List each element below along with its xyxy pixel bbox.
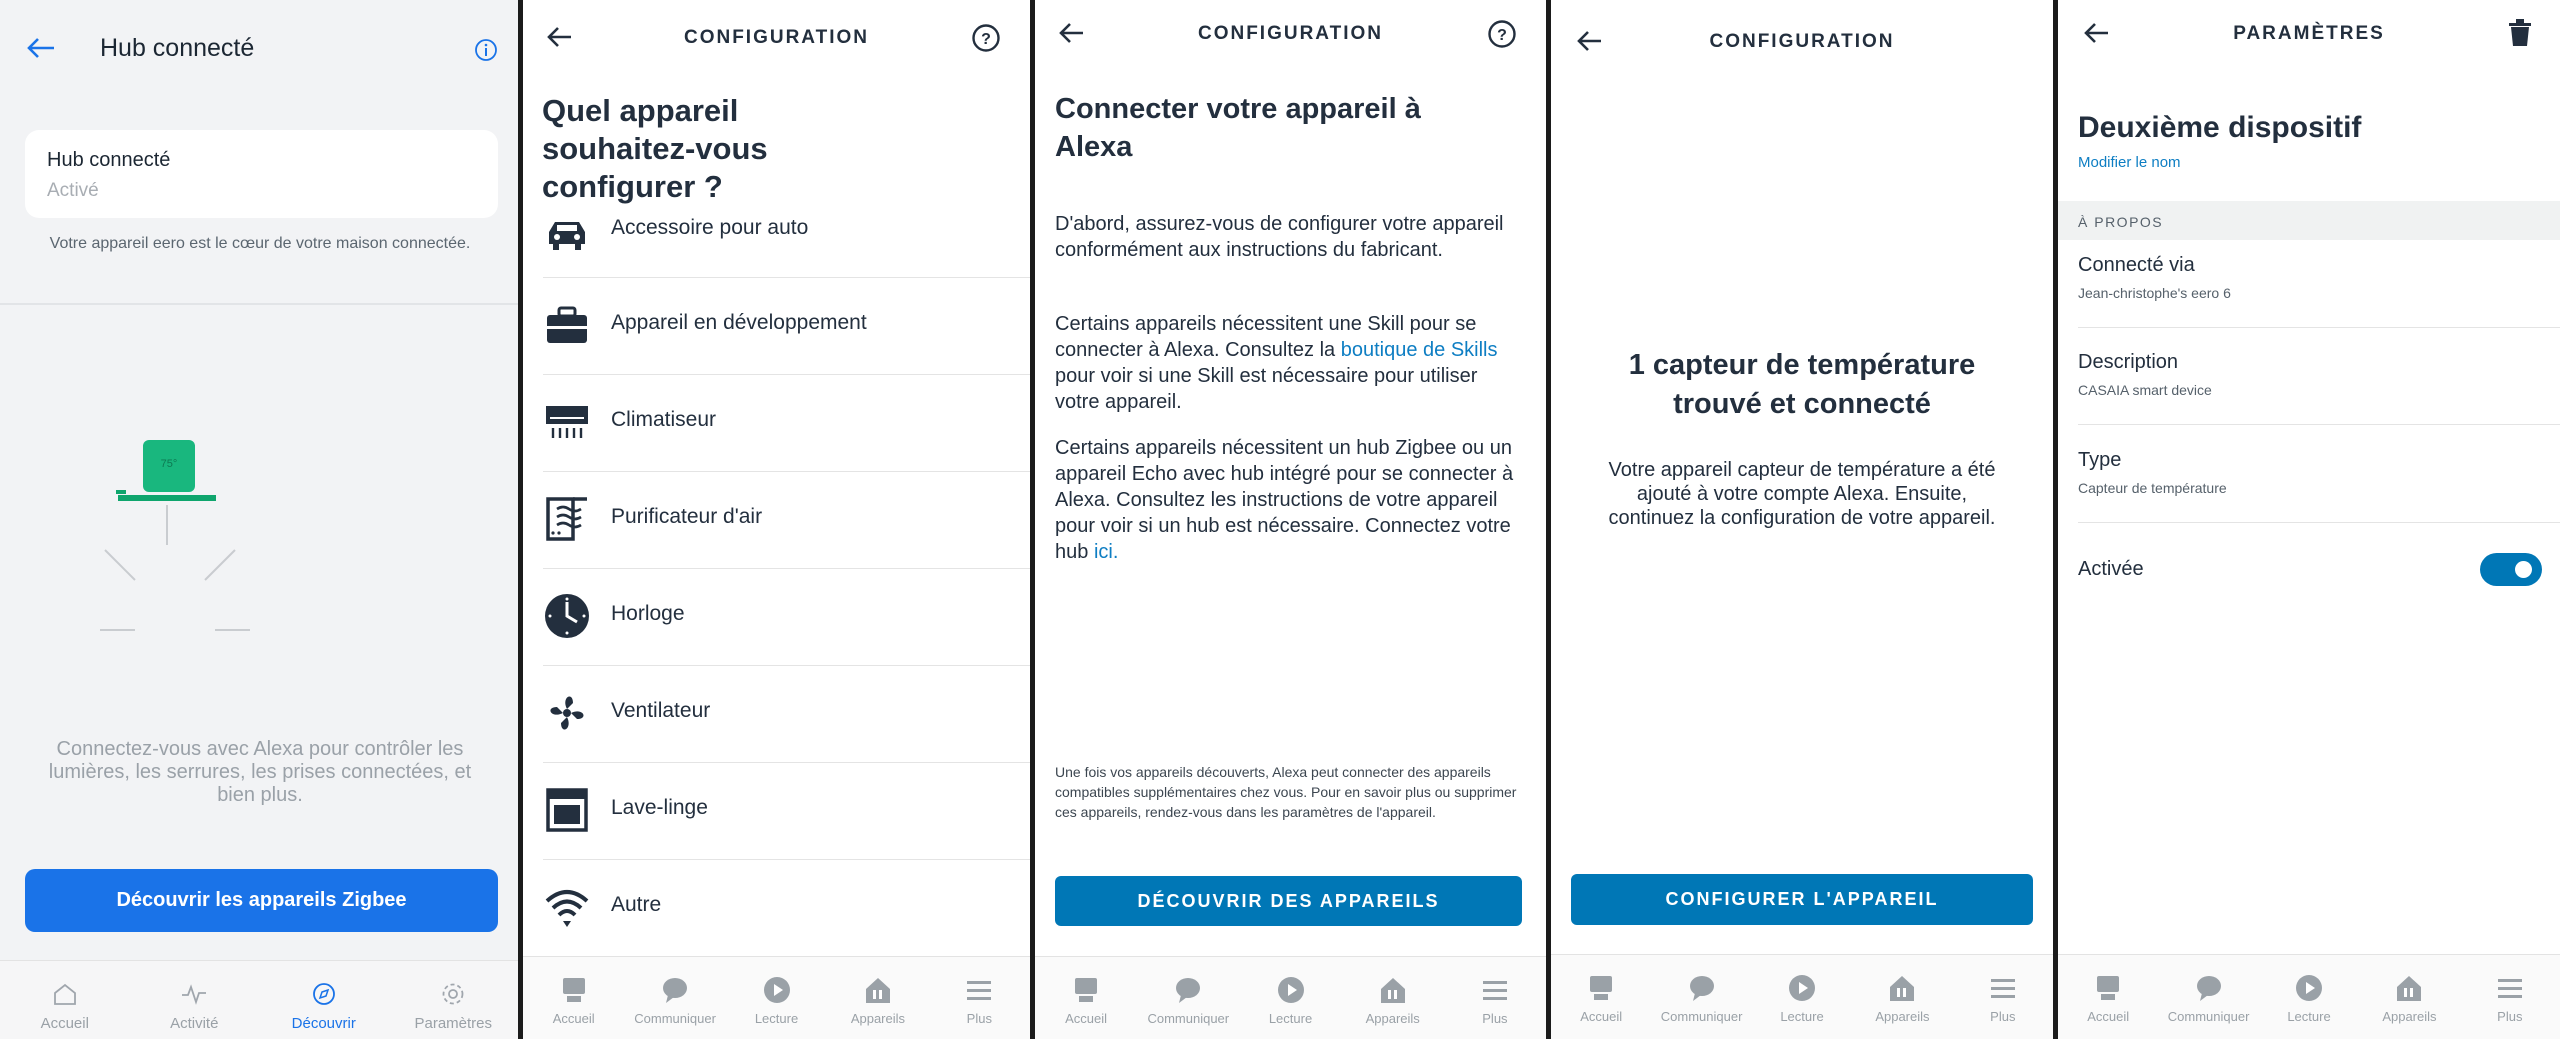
device-label: Purificateur d'air [611, 505, 763, 528]
nav-communicate[interactable] [1137, 957, 1239, 1039]
nav-more[interactable] [929, 957, 1030, 1039]
device-row-fan[interactable] [543, 665, 1030, 763]
alexa-bottom-nav [1035, 956, 1546, 1039]
alexa-bottom-nav [2058, 954, 2560, 1039]
row-description [2078, 351, 2560, 425]
hub-paragraph [1055, 435, 1530, 565]
devices-icon [1887, 973, 1917, 1003]
home-icon [2093, 973, 2123, 1003]
page-title: Connecter votre appareil à Alexa [1055, 93, 1421, 163]
activity-icon [179, 979, 209, 1009]
promo-text: Connectez-vous avec Alexa pour contrôler les lumières, les serrures, les prises connectées, et bien plus. [48, 738, 472, 806]
panel-device-settings [2058, 0, 2560, 1039]
nav-label: Communiquer [634, 1011, 716, 1026]
setting-value: Jean-christophe's eero 6 [2078, 285, 2231, 301]
washer-icon [543, 786, 591, 834]
alexa-bottom-nav [1551, 954, 2053, 1039]
gear-icon [438, 979, 468, 1009]
devices-icon [2394, 973, 2424, 1003]
enabled-toggle[interactable] [2480, 553, 2542, 586]
nav-label: Plus [1482, 1011, 1508, 1026]
air-purifier-icon [543, 495, 591, 543]
device-label: Horloge [611, 602, 685, 625]
section-label: À PROPOS [2078, 214, 2164, 230]
page-question: Quel appareil souhaitez-vous configurer ? [542, 93, 768, 204]
nav-label: Paramètres [414, 1015, 493, 1032]
nav-label: Plus [966, 1011, 992, 1026]
nav-home[interactable] [1035, 957, 1137, 1039]
row-connected-via [2078, 254, 2560, 328]
nav-label: Accueil [552, 1011, 595, 1026]
nav-more[interactable] [1444, 957, 1546, 1039]
home-icon [50, 979, 80, 1009]
nav-communicate[interactable] [1651, 955, 1751, 1039]
footnote: Une fois vos appareils découverts, Alexa peut connecter des appareils compatibles supplémentaires chez vous. Pour en savoir plus ou supprimer ces appareils, rendez-vous dans les paramètres de l'appareil. [1055, 764, 1517, 820]
nav-label: Lecture [2287, 1009, 2331, 1024]
device-label: Climatiseur [611, 408, 717, 431]
help-button[interactable] [1487, 19, 1517, 49]
home-icon [559, 975, 589, 1005]
result-body: Votre appareil capteur de température a été ajouté à votre compte Alexa. Ensuite, continuez la configuration de votre appareil. [1608, 459, 1996, 529]
panel-eero-hub [0, 0, 518, 1039]
device-row-air-purifier[interactable] [543, 471, 1030, 569]
nav-label: Découvrir [291, 1015, 356, 1032]
play-icon [2294, 973, 2324, 1003]
nav-settings[interactable] [389, 961, 519, 1039]
row-type [2078, 449, 2560, 523]
hub-card [25, 130, 498, 218]
nav-more[interactable] [1953, 955, 2053, 1039]
svg-text:?: ? [981, 31, 991, 48]
nav-label: Accueil [40, 1015, 89, 1032]
devices-icon [1378, 975, 1408, 1005]
discover-zigbee-button[interactable]: Découvrir les appareils Zigbee [25, 869, 498, 932]
nav-more[interactable] [2460, 955, 2560, 1039]
nav-label: Lecture [754, 1011, 799, 1026]
thermostat-temp: 75° [160, 458, 178, 470]
nav-label: Appareils [2382, 1009, 2437, 1024]
device-row-air-conditioner[interactable] [543, 374, 1030, 472]
home-icon [1586, 973, 1616, 1003]
alexa-bottom-nav [523, 956, 1030, 1039]
chat-icon [660, 975, 690, 1005]
svg-text:?: ? [1497, 27, 1507, 44]
menu-icon [1988, 973, 2018, 1003]
hub-card-status: Activé [47, 180, 99, 201]
skill-paragraph [1055, 311, 1525, 415]
nav-home[interactable] [2058, 955, 2158, 1039]
header-title: CONFIGURATION [1709, 31, 1895, 52]
info-icon [474, 38, 498, 62]
nav-devices[interactable] [1852, 955, 1952, 1039]
nav-label: Plus [1990, 1009, 2016, 1024]
discover-devices-button[interactable]: DÉCOUVRIR DES APPAREILS [1055, 876, 1522, 926]
nav-home[interactable] [0, 961, 130, 1039]
header-title: CONFIGURATION [683, 27, 870, 48]
rename-link[interactable]: Modifier le nom [2078, 154, 2181, 171]
nav-label: Plus [2497, 1009, 2523, 1024]
skill-text-a: Certains appareils nécessitent une Skill pour se connecter à Alexa. Consultez la [1055, 313, 1477, 361]
help-icon [971, 23, 1001, 53]
nav-devices[interactable] [2359, 955, 2459, 1039]
chat-icon [2194, 973, 2224, 1003]
device-label: Autre [611, 893, 662, 916]
setting-label: Description [2078, 351, 2179, 373]
chat-icon [1687, 973, 1717, 1003]
device-row-car[interactable] [543, 180, 1030, 278]
nav-label: Communiquer [2167, 1009, 2250, 1024]
menu-icon [2495, 973, 2525, 1003]
nav-label: Accueil [2087, 1009, 2130, 1024]
section-header [2058, 201, 2560, 240]
nav-label: Activité [170, 1015, 219, 1032]
help-icon [1487, 19, 1517, 49]
header-title: CONFIGURATION [1197, 23, 1384, 44]
nav-label: Appareils [1875, 1009, 1930, 1024]
device-row-development[interactable] [543, 277, 1030, 375]
panel-sensor-found [1551, 0, 2053, 1039]
nav-devices[interactable] [827, 957, 928, 1039]
hub-text: Certains appareils nécessitent un hub Zigbee ou un appareil Echo avec hub intégré pour se connecter à Alexa. Consultez les instructions de votre appareil pour voir si un hub est nécessaire. Connectez votre hub [1055, 437, 1514, 563]
nav-activity[interactable] [130, 961, 260, 1039]
menu-icon [1480, 975, 1510, 1005]
nav-label: Lecture [1780, 1009, 1824, 1024]
setting-label: Type [2078, 449, 2122, 471]
panel-device-type [523, 0, 1030, 1039]
play-icon [762, 975, 792, 1005]
nav-communicate[interactable] [624, 957, 725, 1039]
hub-link[interactable]: ici. [1093, 541, 1119, 563]
device-row-other[interactable] [543, 859, 1030, 956]
enabled-label: Activée [2078, 558, 2144, 580]
info-button[interactable] [474, 38, 498, 62]
nav-communicate[interactable] [2158, 955, 2258, 1039]
setting-value: CASAIA smart device [2078, 382, 2212, 398]
trash-icon [2507, 18, 2533, 48]
back-button[interactable] [26, 36, 56, 60]
device-row-clock[interactable] [543, 568, 1030, 666]
devices-icon [863, 975, 893, 1005]
toolbox-icon [543, 301, 591, 349]
toggle-knob [2515, 561, 2532, 578]
header-title: PARAMÈTRES [2233, 23, 2385, 44]
air-conditioner-icon [543, 398, 591, 446]
nav-label: Communiquer [1660, 1009, 1743, 1024]
back-arrow-icon [26, 36, 56, 60]
configure-device-button[interactable]: CONFIGURER L'APPAREIL [1571, 874, 2033, 925]
nav-label: Appareils [1365, 1011, 1420, 1026]
nav-play[interactable] [1752, 955, 1852, 1039]
home-icon [1071, 975, 1101, 1005]
device-label: Lave-linge [611, 796, 708, 819]
device-name: Deuxième dispositif [2078, 111, 2362, 144]
page-title: Hub connecté [100, 34, 255, 62]
nav-home[interactable] [1551, 955, 1651, 1039]
hub-card-title: Hub connecté [47, 149, 171, 171]
nav-discover[interactable] [259, 961, 389, 1039]
eero-bottom-nav [0, 960, 518, 1039]
panel-connect-alexa [1035, 0, 1546, 1039]
help-button[interactable] [971, 23, 1001, 53]
chat-icon [1173, 975, 1203, 1005]
fan-icon [543, 689, 591, 737]
play-icon [1787, 973, 1817, 1003]
smart-home-illustration [60, 430, 460, 710]
device-row-washer[interactable] [543, 762, 1030, 860]
setting-label: Connecté via [2078, 254, 2195, 276]
play-icon [1276, 975, 1306, 1005]
setting-value: Capteur de température [2078, 480, 2227, 496]
hub-description: Votre appareil eero est le cœur de votre maison connectée. [49, 235, 471, 252]
wifi-icon [543, 883, 591, 931]
result-title: 1 capteur de température trouvé et connecté [1628, 349, 1976, 420]
nav-play[interactable] [1239, 957, 1341, 1039]
device-label: Appareil en développement [611, 311, 867, 334]
nav-play[interactable] [726, 957, 827, 1039]
nav-label: Appareils [850, 1011, 906, 1026]
nav-label: Accueil [1580, 1009, 1623, 1024]
nav-play[interactable] [2259, 955, 2359, 1039]
clock-icon [543, 592, 591, 640]
skill-text-b: pour voir si une Skill est nécessaire pour utiliser votre appareil. [1055, 365, 1478, 413]
compass-icon [309, 979, 339, 1009]
divider [0, 303, 518, 305]
nav-devices[interactable] [1342, 957, 1444, 1039]
nav-label: Communiquer [1147, 1011, 1230, 1026]
delete-button[interactable] [2507, 18, 2533, 48]
nav-home[interactable] [523, 957, 624, 1039]
nav-label: Accueil [1065, 1011, 1108, 1026]
car-icon [543, 210, 591, 258]
device-label: Accessoire pour auto [611, 216, 809, 239]
device-label: Ventilateur [611, 699, 711, 722]
nav-label: Lecture [1268, 1011, 1313, 1026]
menu-icon [964, 975, 994, 1005]
skill-store-link[interactable]: boutique de Skills [1340, 339, 1498, 361]
intro-paragraph: D'abord, assurez-vous de configurer votre appareil conformément aux instructions du fabricant. [1055, 213, 1504, 261]
